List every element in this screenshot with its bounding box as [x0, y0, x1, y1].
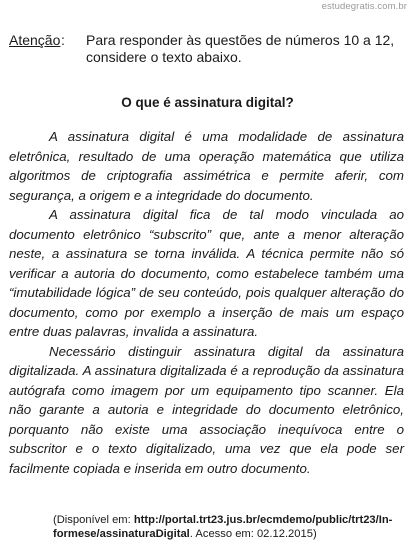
source-url: http://portal.trt23.jus.br/ecmdemo/public/trt23/In-formese/assinaturaDigital	[53, 514, 393, 540]
source-suffix: . Acesso em: 02.12.2015)	[189, 528, 317, 540]
watermark: estudegratis.com.br	[321, 1, 407, 12]
paragraph-1: A assinatura digital é uma modalidade de assinatura eletrônica, resultado de uma operação matemática que utiliza algoritmos de criptografia assimétrica e permite aferir, com segurança, a origem e a integridade do documento.	[9, 129, 404, 203]
source-prefix: (Disponível em:	[53, 514, 134, 526]
article-body	[9, 127, 404, 478]
attention-label: Atenção	[9, 32, 61, 48]
paragraph-2: A assinatura digital fica de tal modo vinculada ao documento eletrônico “subscrito” que, ante a menor alteração neste, a assinatura se torna inválida. A técnica permite não só verificar a autoria do documento, como estabelece também uma “imutabilidade lógica” de seu conteúdo, pois qualquer alteração do documento, como por exemplo a inserção de mais um espaço entre duas palavras, invalida a assinatura.	[9, 207, 404, 339]
attention-colon: :	[61, 32, 65, 48]
instruction-text: Para responder às questões de números 10 a 12, considere o texto abaixo.	[86, 32, 395, 65]
source-citation	[53, 513, 405, 541]
paragraph-3: Necessário distinguir assinatura digital da assinatura digitalizada. A assinatura digitalizada é a reprodução da assinatura autógrafa como imagem por um equipamento tipo scanner. Ela não garante a autoria e integridade do documento eletrônico, porquanto não existe uma associação inequívoca entre o subscritor e o texto digitalizado, uma vez que ela pode ser facilmente copiada e inserida em outro documento.	[9, 343, 404, 476]
text-title: O que é assinatura digital?	[121, 95, 294, 110]
